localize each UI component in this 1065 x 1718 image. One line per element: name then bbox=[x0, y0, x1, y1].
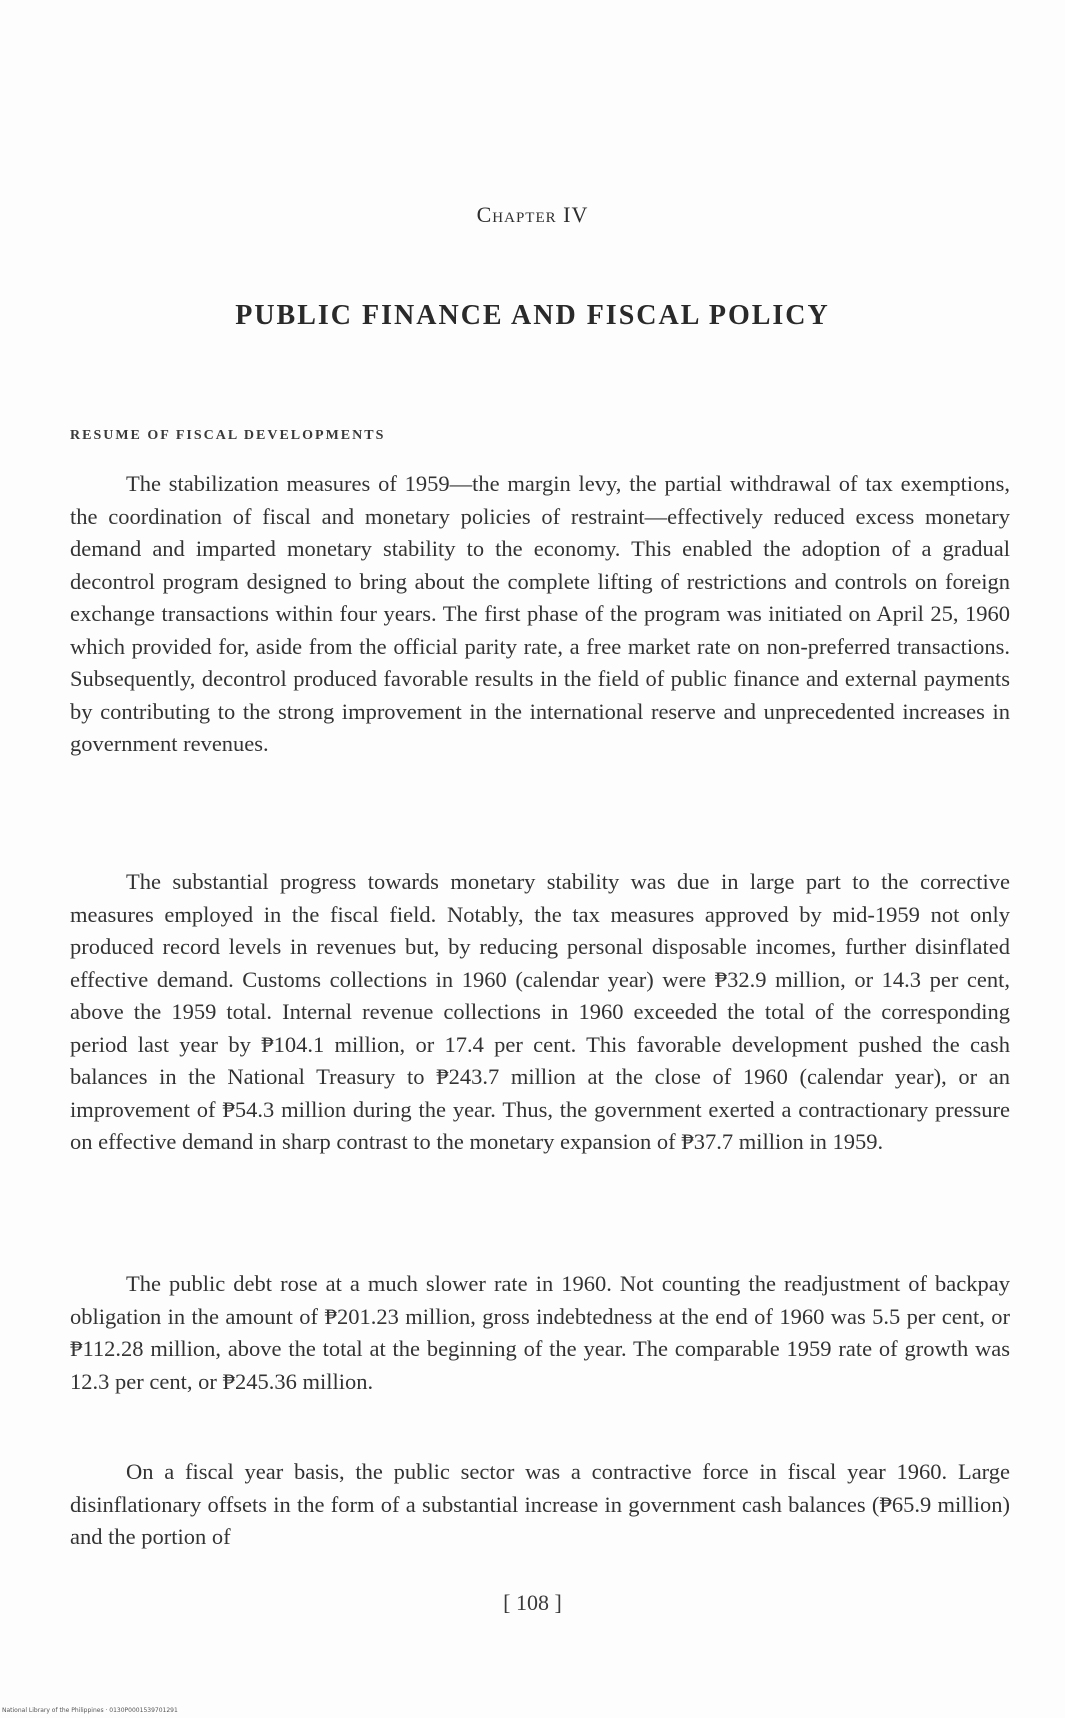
paragraph-3: The public debt rose at a much slower rate in 1960. Not counting the readjustment of backpay obligation in the amount of ₱201.23 million, gross indebtedness at the end of 1960 was 5.5 per cent, or ₱112.28 million, above the total at the beginning of the year. The comparable 1959 rate of growth was 12.3 per cent, or ₱245.36 million. bbox=[70, 1271, 1010, 1394]
page-number: [ 108 ] bbox=[503, 1590, 562, 1615]
section-heading: RESUME OF FISCAL DEVELOPMENTS bbox=[70, 428, 386, 443]
paragraph-4: On a fiscal year basis, the public sector was a contractive force in fiscal year 1960. Large disinflationary offsets in the form of a substantial increase in government cash balances (₱65.9 million) and the portion of bbox=[70, 1459, 1010, 1549]
paragraph-1: The stabilization measures of 1959—the margin levy, the partial withdrawal of tax exemptions, the coordination of fiscal and monetary policies of restraint—effectively reduced excess monetary demand and imparted monetary stability to the economy. This enabled the adoption of a gradual decontrol program designed to bring about the complete lifting of restrictions and controls on foreign exchange transactions within four years. The first phase of the program was initiated on April 25, 1960 which provided for, aside from the official parity rate, a free market rate on non-preferred transactions. Subsequently, decontrol produced favorable results in the field of public finance and external payments by contributing to the strong improvement in the international reserve and unprecedented increases in government revenues. bbox=[70, 471, 1010, 756]
chapter-title: PUBLIC FINANCE AND FISCAL POLICY bbox=[235, 300, 830, 331]
paragraph-2: The substantial progress towards monetary stability was due in large part to the corrective measures employed in the fiscal field. Notably, the tax measures approved by mid-1959 not only produced record levels in revenues but, by reducing personal disposable incomes, further disinflated effective demand. Customs collections in 1960 (calendar year) were ₱32.9 million, or 14.3 per cent, above the 1959 total. Internal revenue collections in 1960 exceeded the total of the corresponding period last year by ₱104.1 million, or 17.4 per cent. This favorable development pushed the cash balances in the National Treasury to ₱243.7 million at the close of 1960 (calendar year), or an improvement of ₱54.3 million during the year. Thus, the government exerted a contractionary pressure on effective demand in sharp contrast to the monetary expansion of ₱37.7 million in 1959. bbox=[70, 869, 1010, 1154]
footer-credit: National Library of the Philippines · 0130P0001539701291 bbox=[2, 1707, 178, 1714]
chapter-label: Chapter IV bbox=[476, 202, 589, 227]
